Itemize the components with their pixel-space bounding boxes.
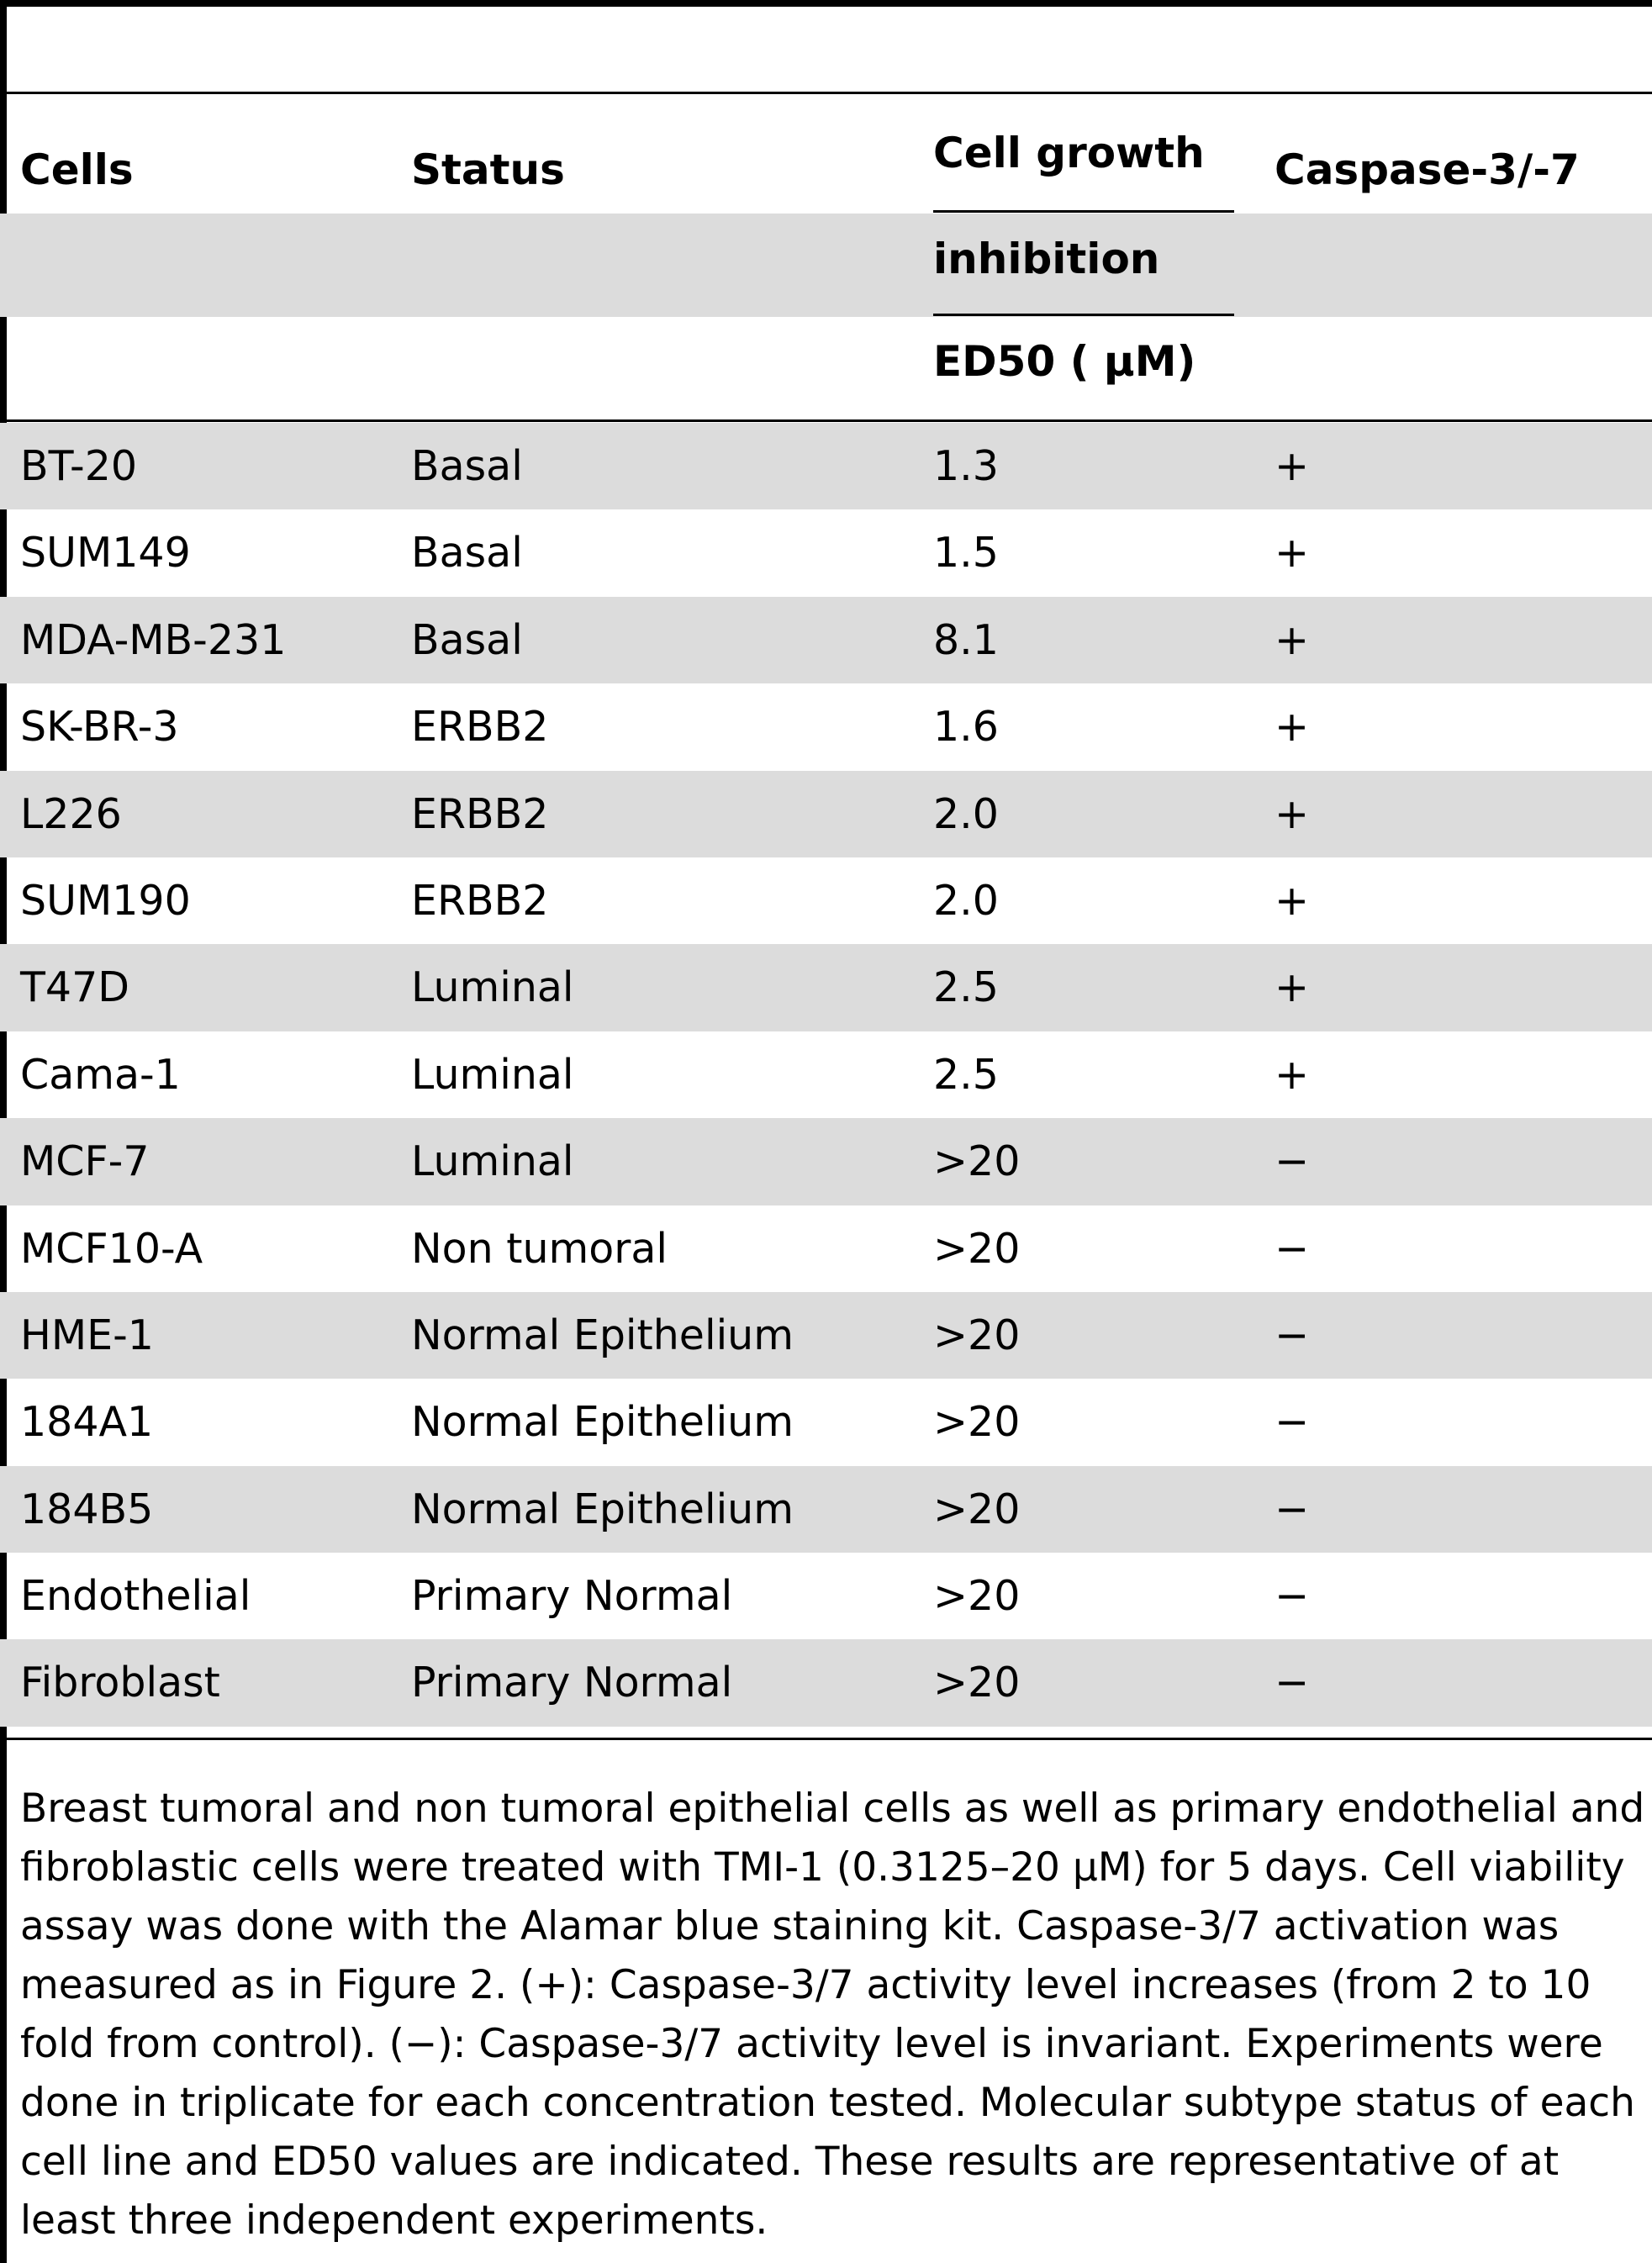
header-growth-rule-2: [933, 314, 1234, 316]
cell-caspase: +: [1275, 1050, 1310, 1099]
cell-name: 184A1: [20, 1398, 154, 1447]
cell-name: L226: [20, 789, 122, 838]
cell-caspase: +: [1275, 876, 1310, 925]
cell-ed50: 2.0: [933, 876, 999, 925]
cell-name: SUM190: [20, 876, 191, 925]
cell-name: MCF-7: [20, 1137, 150, 1186]
cell-caspase: −: [1275, 1398, 1310, 1447]
table-row: [0, 1292, 1652, 1379]
cell-ed50: 2.0: [933, 789, 999, 838]
cell-name: Endothelial: [20, 1572, 251, 1621]
table-row: [0, 1466, 1652, 1553]
cell-name: Cama-1: [20, 1050, 181, 1099]
table-row: [0, 1031, 1652, 1118]
cell-status: Luminal: [411, 963, 574, 1012]
header-band-2: [0, 214, 1652, 317]
header-cells: Cells: [20, 145, 134, 194]
cell-ed50: >20: [933, 1398, 1021, 1447]
cell-caspase: −: [1275, 1659, 1310, 1707]
cell-caspase: −: [1275, 1224, 1310, 1273]
cell-name: MCF10-A: [20, 1224, 203, 1273]
cell-status: Normal Epithelium: [411, 1311, 794, 1359]
cell-caspase: +: [1275, 442, 1310, 490]
cell-caspase: +: [1275, 963, 1310, 1012]
body-bottom-rule: [0, 1738, 1652, 1740]
cell-caspase: −: [1275, 1137, 1310, 1186]
cell-caspase: +: [1275, 615, 1310, 664]
cell-caspase: −: [1275, 1572, 1310, 1621]
cell-name: MDA-MB-231: [20, 615, 287, 664]
cell-caspase: +: [1275, 789, 1310, 838]
cell-status: ERBB2: [411, 789, 549, 838]
cell-status: Normal Epithelium: [411, 1398, 794, 1447]
cell-status: Luminal: [411, 1050, 574, 1099]
cell-ed50: 2.5: [933, 1050, 999, 1099]
cell-status: Normal Epithelium: [411, 1485, 794, 1533]
table-row: [0, 423, 1652, 509]
cell-status: Basal: [411, 442, 523, 490]
cell-ed50: 1.5: [933, 529, 999, 578]
table-row: [0, 1553, 1652, 1639]
cell-ed50: >20: [933, 1485, 1021, 1533]
cell-caspase: +: [1275, 529, 1310, 578]
cell-ed50: 8.1: [933, 615, 999, 664]
cell-status: Non tumoral: [411, 1224, 668, 1273]
cell-caspase: −: [1275, 1311, 1310, 1359]
table-row: [0, 857, 1652, 944]
cell-name: BT-20: [20, 442, 138, 490]
cell-ed50: >20: [933, 1224, 1021, 1273]
cell-ed50: >20: [933, 1311, 1021, 1359]
cell-ed50: 1.6: [933, 703, 999, 752]
cell-status: ERBB2: [411, 876, 549, 925]
table-row: [0, 597, 1652, 683]
table-body: [0, 423, 1652, 1727]
table-row: [0, 1639, 1652, 1726]
table-row: [0, 1205, 1652, 1292]
cell-name: HME-1: [20, 1311, 154, 1359]
header-top-rule: [0, 92, 1652, 94]
table-row: [0, 771, 1652, 857]
cell-ed50: >20: [933, 1659, 1021, 1707]
cell-ed50: >20: [933, 1137, 1021, 1186]
table-row: [0, 683, 1652, 770]
header-status: Status: [411, 145, 565, 194]
cell-status: ERBB2: [411, 703, 549, 752]
cell-name: SUM149: [20, 529, 191, 578]
cell-name: 184B5: [20, 1485, 154, 1533]
cell-name: T47D: [20, 963, 130, 1012]
cell-name: Fibroblast: [20, 1659, 220, 1707]
header-caspase: Caspase-3/-7: [1275, 145, 1580, 194]
cell-status: Basal: [411, 529, 523, 578]
body-top-rule: [0, 419, 1652, 422]
table-row: [0, 509, 1652, 596]
cell-ed50: >20: [933, 1572, 1021, 1621]
header-growth-rule-1: [933, 210, 1234, 213]
cell-name: SK-BR-3: [20, 703, 179, 752]
cell-status: Luminal: [411, 1137, 574, 1186]
table-footnote: Breast tumoral and non tumoral epithelial cells as well as primary endothelial and fibroblastic cells were treated with TMI-1 (0.3125–20 μM) for 5 days. Cell viability assay was done with the Alamar blue staining kit. Caspase-3/7 activation was measured as in Figure 2. (+): Caspase-3/7 activity level increases (from 2 to 10 fold from control). (−): Caspase-3/7 activity level is invariant. Experiments were done in triplicate for each concentration tested. Molecular subtype status of each cell line and ED50 values are indicated. These results are representative of at least three independent experiments.: [20, 1786, 1645, 2244]
cell-status: Basal: [411, 615, 523, 664]
header-growth-line3: ED50 ( μM): [933, 337, 1196, 386]
cell-ed50: 2.5: [933, 963, 999, 1012]
cell-ed50: 1.3: [933, 442, 999, 490]
header-growth-line2: inhibition: [933, 235, 1160, 283]
table-row: [0, 1118, 1652, 1205]
cell-status: Primary Normal: [411, 1659, 733, 1707]
cell-status: Primary Normal: [411, 1572, 733, 1621]
table-row: [0, 944, 1652, 1031]
cell-caspase: +: [1275, 703, 1310, 752]
table-row: [0, 1379, 1652, 1465]
header-growth-line1: Cell growth: [933, 129, 1205, 177]
cell-caspase: −: [1275, 1485, 1310, 1533]
table-top-border: [0, 0, 1652, 7]
